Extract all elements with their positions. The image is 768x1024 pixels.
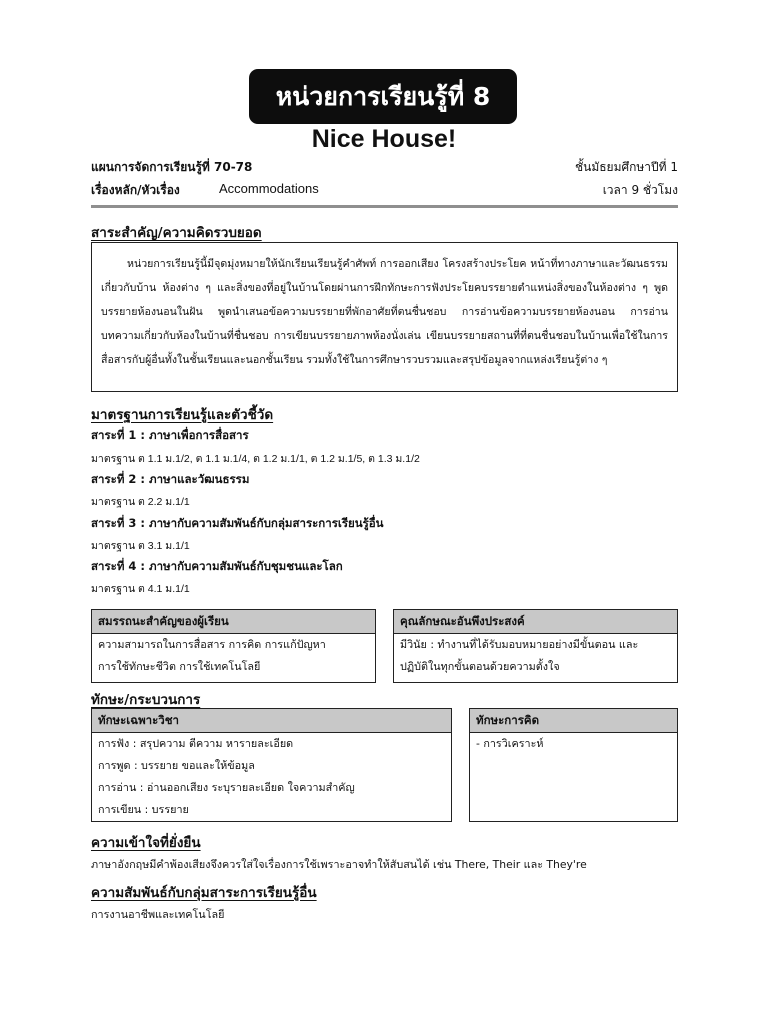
characteristics-line: มีวินัย : ทำงานที่ได้รับมอบหมายอย่างมีขั้นตอน และ <box>400 638 639 651</box>
relations-heading: ความสัมพันธ์กับกลุ่มสาระการเรียนรู้อื่น <box>91 885 317 901</box>
thinking-skills-box <box>469 708 678 822</box>
characteristics-line: ปฏิบัติในทุกขั้นตอนด้วยความตั้งใจ <box>400 660 560 673</box>
subject-skill-line: การฟัง : สรุปความ ตีความ หารายละเอียด <box>98 737 294 750</box>
unit-banner <box>249 69 517 124</box>
strand-standards: มาตรฐาน ต 3.1 ม.1/1 <box>91 540 190 552</box>
understanding-heading: ความเข้าใจที่ยั่งยืน <box>91 835 201 851</box>
characteristics-heading: คุณลักษณะอันพึงประสงค์ <box>394 610 677 634</box>
strand-title: สาระที่ 1 : ภาษาเพื่อการสื่อสาร <box>91 428 249 442</box>
competencies-line: การใช้ทักษะชีวิต การใช้เทคโนโลยี <box>98 660 261 673</box>
header-divider <box>91 205 678 208</box>
subject-skill-line: การเขียน : บรรยาย <box>98 803 189 816</box>
summary-text: หน่วยการเรียนรู้นี้มีจุดมุ่งหมายให้นักเรียนเรียนรู้คำศัพท์ การออกเสียง โครงสร้างประโยค หน้าที่ทางภาษาและวัฒนธรรมเกี่ยวกับบ้าน ห้องต่าง ๆ และสิ่งของที่อยู่ในบ้านโดยผ่านการฝึกทักษะการฟังประโยคบรรยายตำแหน่งสิ่งของในห้องต่าง ๆ พูดบรรยายห้องนอนในฝัน พูดนำเสนอข้อความบรรยายที่พักอาศัยที่ตนชื่นชอบ การอ่านข้อความบรรยายห้องนอน การอ่านบทความเกี่ยวกับห้องในบ้านที่ชื่นชอบ การเขียนบรรยายภาพห้องนั่งเล่น เขียนบรรยายสถานที่ที่ตนชื่นชอบในบ้านเพื่อใช้ในการสื่อสารกับผู้อื่นทั้งในชั้นเรียนและนอกชั้นเรียน รวมทั้งใช้ในการศึกษารวบรวมและสรุปข้อมูลจากแหล่งเรียนรู้ต่าง ๆ <box>101 258 668 366</box>
time-label: เวลา 9 ชั่วโมง <box>602 183 678 197</box>
subject-skills-box <box>91 708 452 822</box>
competencies-box <box>91 609 376 683</box>
understanding-text: ภาษาอังกฤษมีคำพ้องเสียงจึงควรใส่ใจเรื่องการใช้เพราะอาจทำให้สับสนได้ เช่น There, Their และ They're <box>91 858 587 871</box>
characteristics-box <box>393 609 678 683</box>
subject-skill-line: การพูด : บรรยาย ขอและให้ข้อมูล <box>98 759 255 772</box>
summary-heading: สาระสำคัญ/ความคิดรวบยอด <box>91 225 262 241</box>
strand-title: สาระที่ 4 : ภาษากับความสัมพันธ์กับชุมชนและโลก <box>91 559 343 573</box>
strand-standards: มาตรฐาน ต 2.2 ม.1/1 <box>91 496 190 508</box>
thinking-skill-line: - การวิเคราะห์ <box>476 737 544 750</box>
strand-title: สาระที่ 2 : ภาษาและวัฒนธรรม <box>91 472 250 486</box>
topic-value: Accommodations <box>219 181 319 196</box>
subject-skill-line: การอ่าน : อ่านออกเสียง ระบุรายละเอียด ใจความสำคัญ <box>98 781 355 794</box>
strand-standards: มาตรฐาน ต 4.1 ม.1/1 <box>91 583 190 595</box>
subject-skills-heading: ทักษะเฉพาะวิชา <box>92 709 451 733</box>
standards-heading: มาตรฐานการเรียนรู้และตัวชี้วัด <box>91 407 274 423</box>
competencies-heading: สมรรถนะสำคัญของผู้เรียน <box>92 610 375 634</box>
strand-standards: มาตรฐาน ต 1.1 ม.1/2, ต 1.1 ม.1/4, ต 1.2 ม.1/1, ต 1.2 ม.1/5, ต 1.3 ม.1/2 <box>91 453 420 465</box>
unit-label: หน่วยการเรียนรู้ที่ 8 <box>275 81 491 111</box>
topic-label: เรื่องหลัก/หัวเรื่อง <box>91 183 180 197</box>
competencies-line: ความสามารถในการสื่อสาร การคิด การแก้ปัญหา <box>98 638 326 651</box>
grade-label: ชั้นมัธยมศึกษาปีที่ 1 <box>574 160 678 174</box>
summary-box <box>91 242 678 392</box>
strand-title: สาระที่ 3 : ภาษากับความสัมพันธ์กับกลุ่มสาระการเรียนรู้อื่น <box>91 516 384 530</box>
relations-text: การงานอาชีพและเทคโนโลยี <box>91 908 225 921</box>
skills-heading: ทักษะ/กระบวนการ <box>91 692 201 708</box>
unit-title: Nice House! <box>311 125 457 153</box>
thinking-skills-heading: ทักษะการคิด <box>470 709 677 733</box>
plan-label: แผนการจัดการเรียนรู้ที่ 70-78 <box>91 160 253 174</box>
